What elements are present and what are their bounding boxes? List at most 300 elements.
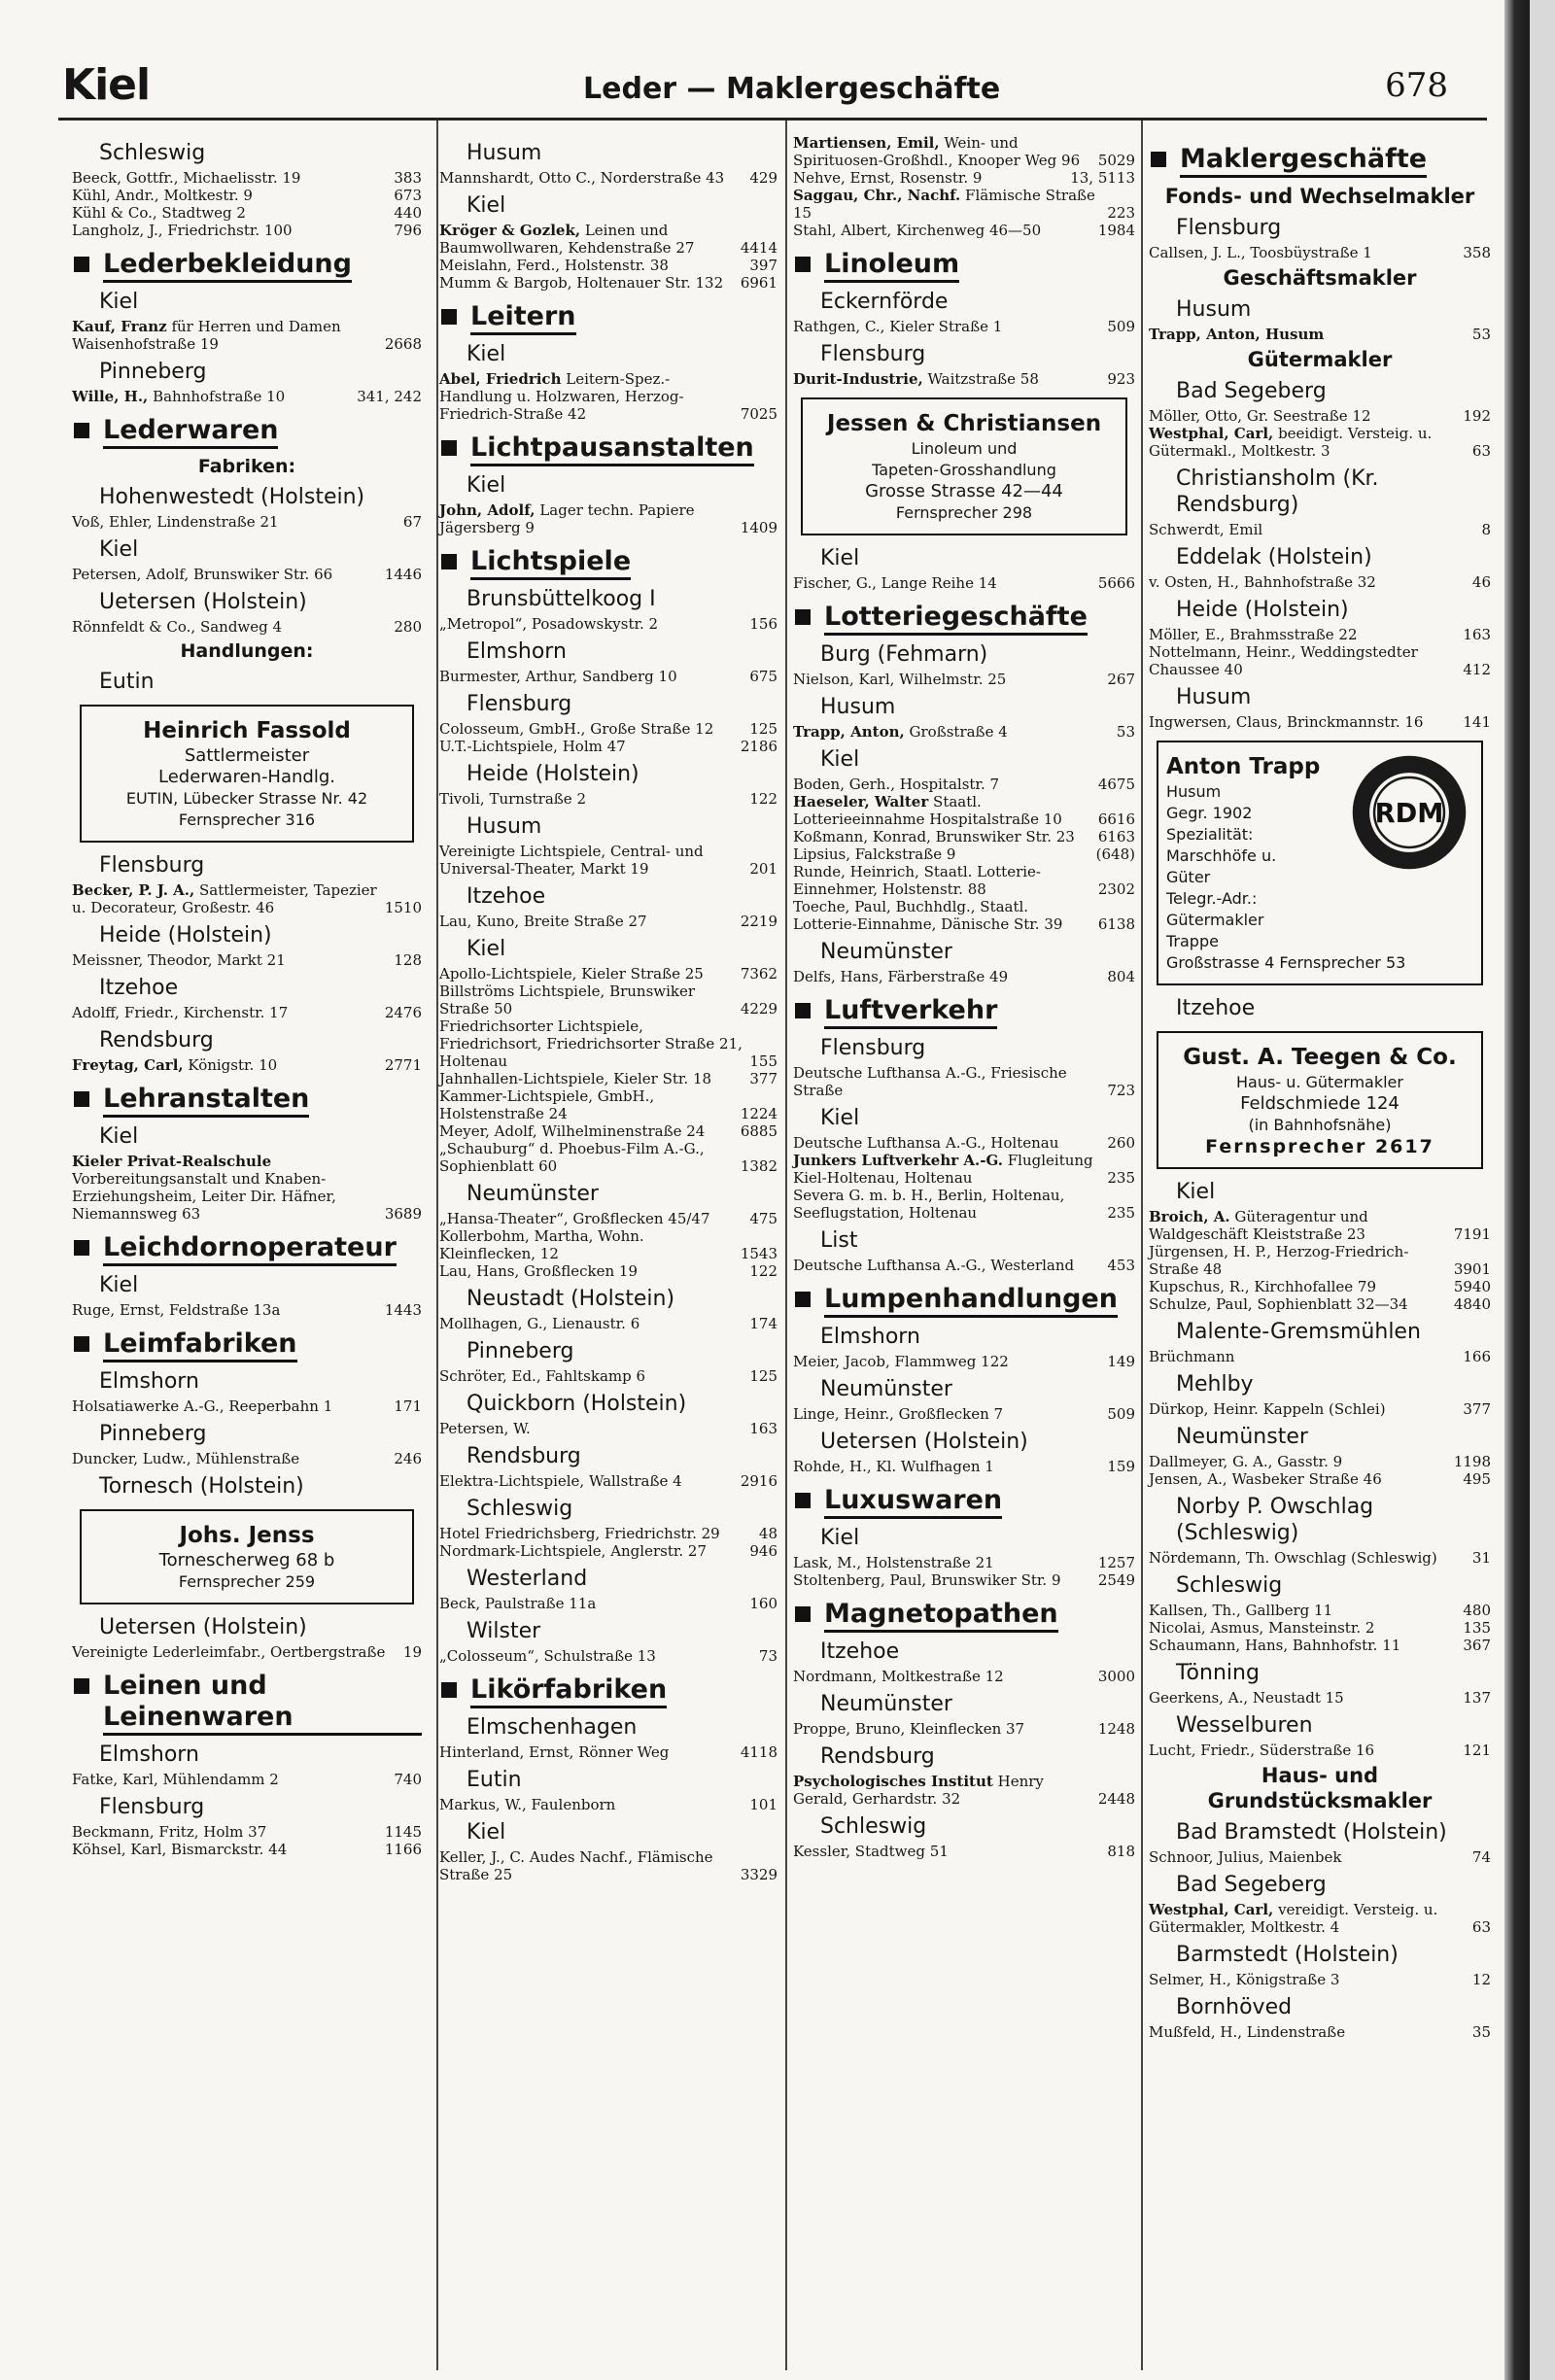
listing-entry	[439, 843, 778, 878]
entry-name	[439, 1595, 749, 1612]
entry-phone: 235	[1107, 1169, 1135, 1187]
entry-text: Duncker, Ludw., Mühlenstraße	[72, 1450, 300, 1467]
entry-name	[72, 187, 394, 204]
listing-entry	[793, 898, 1135, 933]
entry-phone: 163	[749, 1420, 778, 1437]
entry-firm: Martiensen, Emil,	[793, 134, 940, 152]
entry-text: Nottelmann, Heinr., Weddingstedter Chaussee 40	[1149, 643, 1418, 678]
entry-name	[72, 1397, 394, 1415]
entry-name	[793, 169, 1070, 187]
entry-name	[1149, 1689, 1463, 1707]
city-heading: Itzehoe	[99, 976, 179, 1000]
entry-text: v. Osten, H., Bahnhofstraße 32	[1149, 573, 1376, 591]
listing-entry	[1149, 1848, 1491, 1866]
entry-text: Schulze, Paul, Sophienblatt 32—34	[1149, 1295, 1408, 1313]
entry-name	[72, 1771, 394, 1788]
section-heading	[793, 1599, 1135, 1633]
entry-firm: Psychologisches Institut	[793, 1773, 993, 1790]
ad-line: Heinrich Fassold	[143, 718, 351, 743]
listing-entry	[439, 1210, 778, 1227]
entry-name	[1149, 425, 1472, 460]
entry-phone: 358	[1463, 244, 1491, 261]
entry-firm: Westphal, Carl,	[1149, 1901, 1274, 1918]
entry-firm: Becker, P. J. A.,	[72, 881, 195, 899]
listing-entry	[793, 318, 1135, 335]
city-heading: Pinneberg	[99, 360, 207, 384]
entry-phone: 397	[749, 257, 778, 274]
entry-phone: 122	[749, 790, 778, 808]
entry-name	[1149, 626, 1463, 643]
entry-firm: Abel, Friedrich	[439, 370, 562, 388]
entry-text: Kühl, Andr., Moltkestr. 9	[72, 187, 253, 204]
section-heading	[793, 1284, 1135, 1318]
entry-name	[1149, 1602, 1463, 1619]
city-heading: Husum	[466, 814, 542, 839]
section-title: Luftverkehr	[824, 995, 997, 1029]
bullet-square-icon	[74, 1091, 89, 1107]
section-title: Lehranstalten	[103, 1084, 309, 1118]
entry-phone: 1446	[384, 566, 422, 583]
ad-line: Fernsprecher 298	[895, 503, 1033, 522]
entry-phone: 2916	[740, 1472, 778, 1490]
listing-entry	[1149, 1901, 1491, 1936]
listing-entry	[72, 169, 422, 187]
section-title: Maklergeschäfte	[1180, 144, 1427, 178]
entry-name	[439, 1227, 741, 1262]
city-heading: Neumünster	[1176, 1425, 1308, 1449]
entry-name	[72, 388, 357, 405]
entry-phone: 480	[1463, 1602, 1491, 1619]
entry-text: Ruge, Ernst, Feldstraße 13a	[72, 1301, 281, 1319]
entry-phone: 475	[749, 1210, 778, 1227]
listing-entry	[439, 1542, 778, 1560]
entry-name	[793, 1152, 1107, 1187]
entry-text: Nicolai, Asmus, Mansteinstr. 2	[1149, 1619, 1375, 1637]
entry-text: Meyer, Adolf, Wilhelminenstraße 24	[439, 1122, 706, 1140]
listing-entry	[793, 845, 1135, 863]
city-heading: Westerland	[466, 1567, 588, 1591]
listing-entry	[72, 1004, 422, 1021]
entry-text: Sattlermeister, Tapezier u. Decorateur, Großestr. 46	[72, 881, 377, 916]
listing-entry	[72, 951, 422, 969]
entry-name	[439, 1087, 741, 1122]
entry-firm: Haeseler, Walter	[793, 793, 929, 811]
listing-entry	[72, 881, 422, 916]
bullet-square-icon	[74, 423, 89, 438]
listing-entry	[1149, 1400, 1491, 1418]
entry-text: Mollhagen, G., Lienaustr. 6	[439, 1315, 640, 1332]
listing-entry	[1149, 407, 1491, 425]
entry-text: Fatke, Karl, Mühlendamm 2	[72, 1771, 279, 1788]
entry-name	[439, 790, 749, 808]
listing-entry	[1149, 1208, 1491, 1243]
entry-text: Rönnfeldt & Co., Sandweg 4	[72, 618, 283, 636]
listing-entry	[1149, 326, 1491, 343]
section-heading	[439, 432, 778, 466]
listing-entry	[72, 1450, 422, 1467]
entry-text: Mußfeld, H., Lindenstraße	[1149, 2023, 1346, 2041]
ad-line: Marschhöfe u.	[1166, 846, 1277, 865]
listing-entry	[793, 169, 1135, 187]
entry-phone: 125	[749, 1367, 778, 1385]
ad-line: (in Bahnhofsnähe)	[1248, 1116, 1392, 1134]
entry-text: Flämische Straße 15	[793, 187, 1095, 222]
entry-name	[1149, 1619, 1463, 1637]
entry-phone: 1984	[1097, 222, 1135, 239]
listing-entry	[793, 776, 1135, 793]
entry-name	[793, 574, 1098, 592]
listing-entry	[1149, 1295, 1491, 1313]
listing-entry	[72, 204, 422, 222]
entry-phone: 163	[1463, 626, 1491, 643]
entry-phone: 1443	[384, 1301, 422, 1319]
entry-text: Runde, Heinrich, Staatl. Lotterie-Einnehmer, Holstenstr. 88	[793, 863, 1041, 898]
entry-text: Schaumann, Hans, Bahnhofstr. 11	[1149, 1637, 1401, 1654]
advertisement-box	[1157, 741, 1483, 985]
listing-entry	[1149, 1619, 1491, 1637]
listing-entry	[793, 1773, 1135, 1808]
entry-name	[793, 1668, 1098, 1685]
entry-text: Ingwersen, Claus, Brinckmannstr. 16	[1149, 713, 1424, 731]
entry-phone: 63	[1471, 442, 1491, 460]
city-heading: Bad Bramstedt (Holstein)	[1176, 1820, 1447, 1845]
entry-phone: 122	[749, 1262, 778, 1280]
entry-text: Kühl & Co., Stadtweg 2	[72, 204, 246, 222]
entry-name	[793, 723, 1117, 741]
entry-name	[439, 169, 749, 187]
entry-phone: 2186	[740, 738, 778, 755]
column-3	[793, 134, 1135, 1860]
city-heading: Christiansholm (Kr. Rendsburg)	[1176, 466, 1379, 517]
city-heading: Wilster	[466, 1619, 541, 1643]
ad-line: Linoleum und	[911, 439, 1018, 458]
entry-text: Dallmeyer, G. A., Gasstr. 9	[1149, 1453, 1343, 1470]
page-header	[58, 60, 1487, 115]
entry-name	[1149, 1637, 1463, 1654]
section-heading	[72, 1328, 422, 1362]
entry-name	[793, 318, 1107, 335]
entry-name	[1149, 1278, 1454, 1295]
entry-firm: Broich, A.	[1149, 1208, 1230, 1225]
entry-phone: 246	[394, 1450, 422, 1467]
listing-entry	[1149, 1348, 1491, 1365]
entry-name	[793, 1571, 1098, 1589]
entry-name	[793, 968, 1107, 985]
listing-entry	[72, 1301, 422, 1319]
city-heading: List	[820, 1228, 858, 1253]
entry-name	[1149, 573, 1472, 591]
section-heading	[793, 1485, 1135, 1519]
entry-text: Kammer-Lichtspiele, GmbH., Holstenstraße 24	[439, 1087, 655, 1122]
city-heading: Itzehoe	[1176, 996, 1256, 1020]
listing-entry	[439, 1525, 778, 1542]
entry-phone: 1382	[740, 1157, 778, 1175]
city-heading: Hohenwestedt (Holstein)	[99, 485, 365, 509]
entry-text: Rohde, H., Kl. Wulfhagen 1	[793, 1458, 994, 1475]
entry-firm: Trapp, Anton, Husum	[1149, 326, 1325, 343]
bullet-square-icon	[795, 257, 811, 272]
city-heading: Brunsbüttelkoog I	[466, 587, 656, 611]
city-heading: Flensburg	[820, 1036, 926, 1060]
entry-text: vereidigt. Versteig. u. Gütermakler, Moltkestr. 4	[1149, 1901, 1438, 1936]
entry-phone: 137	[1463, 1689, 1491, 1707]
listing-entry	[439, 1595, 778, 1612]
listing-entry	[793, 1257, 1135, 1274]
entry-name	[1149, 1400, 1463, 1418]
entry-name	[72, 169, 394, 187]
listing-entry	[72, 1397, 422, 1415]
entry-name	[1149, 326, 1472, 343]
entry-phone: 2476	[384, 1004, 422, 1021]
city-heading: Kiel	[99, 537, 139, 562]
entry-name	[439, 1647, 759, 1665]
advertisement-box	[80, 705, 414, 843]
city-heading: Elmshorn	[99, 1742, 199, 1767]
listing-entry	[439, 965, 778, 983]
entry-text: Stahl, Albert, Kirchenweg 46—50	[793, 222, 1042, 239]
listing-entry	[793, 1353, 1135, 1370]
entry-phone: 128	[394, 951, 422, 969]
city-heading: Neumünster	[820, 1377, 952, 1401]
listing-entry	[793, 1843, 1135, 1860]
column-2	[439, 134, 778, 1883]
entry-text: Meislahn, Ferd., Holstenstr. 38	[439, 257, 669, 274]
city-heading: Kiel	[466, 342, 506, 366]
entry-text: Toeche, Paul, Buchhdlg., Staatl. Lotterie-Einnahme, Dänische Str. 39	[793, 898, 1063, 933]
entry-name	[72, 881, 385, 916]
entry-phone: 429	[749, 169, 778, 187]
section-title: Luxuswaren	[824, 1485, 1002, 1519]
entry-name	[439, 738, 741, 755]
entry-phone: 46	[1471, 573, 1491, 591]
entry-phone: 377	[749, 1070, 778, 1087]
rdm-seal-icon	[1349, 752, 1469, 873]
city-heading: Kiel	[1176, 1180, 1216, 1204]
entry-text: Vereinigte Lichtspiele, Central- und Universal-Theater, Markt 19	[439, 843, 704, 878]
entry-text: Deutsche Lufthansa A.-G., Holtenau	[793, 1134, 1059, 1152]
listing-entry	[72, 1056, 422, 1074]
entry-text: Colosseum, GmbH., Große Straße 12	[439, 720, 714, 738]
listing-entry	[793, 1187, 1135, 1222]
bullet-square-icon	[1151, 152, 1166, 167]
city-heading: Kiel	[466, 473, 506, 498]
entry-name	[1149, 1549, 1472, 1567]
entry-phone: 7362	[740, 965, 778, 983]
city-heading: Heide (Holstein)	[1176, 598, 1349, 622]
listing-entry	[72, 513, 422, 531]
header-rule	[58, 118, 1487, 121]
entry-name	[793, 370, 1107, 388]
entry-phone: 53	[1116, 723, 1135, 741]
ad-line: Husum	[1166, 782, 1222, 801]
section-title: Leinen und Leinenwaren	[103, 1671, 422, 1736]
entry-phone: 101	[749, 1796, 778, 1813]
entry-text: Kollerbohm, Martha, Wohn. Kleinflecken, 12	[439, 1227, 644, 1262]
city-heading: Elmshorn	[466, 639, 567, 664]
subheading: Handlungen:	[180, 640, 314, 662]
entry-name	[1149, 1295, 1454, 1313]
entry-name	[1149, 1470, 1463, 1488]
entry-firm: Wille, H.,	[72, 388, 149, 405]
entry-text: Langholz, J., Friedrichstr. 100	[72, 222, 293, 239]
entry-phone: 5940	[1453, 1278, 1491, 1295]
entry-text: Jahnhallen-Lichtspiele, Kieler Str. 18	[439, 1070, 712, 1087]
entry-text: Elektra-Lichtspiele, Wallstraße 4	[439, 1472, 682, 1490]
entry-name	[439, 720, 749, 738]
advertisement-box	[1157, 1031, 1483, 1169]
entry-text: Linge, Heinr., Großflecken 7	[793, 1405, 1004, 1423]
entry-phone: 8	[1481, 521, 1491, 538]
entry-name	[72, 566, 385, 583]
city-heading: Schleswig	[99, 141, 206, 165]
entry-text: Schnoor, Julius, Maienbek	[1149, 1848, 1342, 1866]
city-heading: Kiel	[820, 1106, 860, 1130]
city-heading: Husum	[466, 141, 542, 165]
listing-entry	[439, 720, 778, 738]
ad-line: Telegr.-Adr.:	[1166, 889, 1258, 908]
entry-phone: 7191	[1453, 1225, 1491, 1243]
listing-entry	[1149, 626, 1491, 643]
entry-name	[1149, 1453, 1454, 1470]
entry-phone: 673	[394, 187, 422, 204]
listing-entry	[439, 1420, 778, 1437]
entry-phone: 267	[1107, 671, 1135, 688]
ad-line: Gegr. 1902	[1166, 804, 1253, 822]
entry-phone: 367	[1463, 1637, 1491, 1654]
entry-name	[793, 1554, 1098, 1571]
entry-phone: 723	[1107, 1082, 1135, 1099]
entry-text: Beckmann, Fritz, Holm 37	[72, 1823, 267, 1841]
seal-label: RDM	[1374, 798, 1444, 829]
section-heading	[439, 1674, 778, 1708]
entry-text: Petersen, Adolf, Brunswiker Str. 66	[72, 566, 333, 583]
entry-text: Mumm & Bargob, Holtenauer Str. 132	[439, 274, 724, 292]
entry-text: Petersen, W.	[439, 1420, 531, 1437]
entry-text: Markus, W., Faulenborn	[439, 1796, 616, 1813]
entry-text: Kupschus, R., Kirchhofallee 79	[1149, 1278, 1377, 1295]
listing-entry	[72, 566, 422, 583]
entry-name	[793, 1720, 1098, 1738]
entry-phone: 7025	[740, 405, 778, 423]
entry-name	[439, 983, 741, 1018]
listing-entry	[439, 615, 778, 633]
listing-entry	[793, 1064, 1135, 1099]
listing-entry	[793, 1720, 1135, 1738]
entry-name	[439, 1420, 749, 1437]
entry-phone: 1543	[740, 1245, 778, 1262]
entry-phone: 2549	[1097, 1571, 1135, 1589]
city-heading: Bornhöved	[1176, 1995, 1293, 2019]
listing-entry	[1149, 1742, 1491, 1759]
entry-phone: 383	[394, 169, 422, 187]
ad-line: Gütermakler	[1166, 911, 1264, 929]
city-heading: Neumünster	[820, 940, 952, 964]
entry-phone: 280	[394, 618, 422, 636]
listing-entry	[1149, 425, 1491, 460]
entry-phone: 31	[1471, 1549, 1491, 1567]
entry-text: Hotel Friedrichsberg, Friedrichstr. 29	[439, 1525, 720, 1542]
entry-name	[793, 1353, 1107, 1370]
entry-text: Holsatiawerke A.-G., Reeperbahn 1	[72, 1397, 333, 1415]
bullet-square-icon	[441, 440, 457, 456]
section-title: Leimfabriken	[103, 1328, 297, 1362]
entry-name	[439, 222, 741, 257]
listing-entry	[793, 574, 1135, 592]
entry-text: Geerkens, A., Neustadt 15	[1149, 1689, 1344, 1707]
entry-text: Staatl. Lotterieeinnahme Hospitalstraße 10	[793, 793, 1062, 828]
city-heading: Eddelak (Holstein)	[1176, 545, 1372, 569]
entry-text: Friedrichsorter Lichtspiele, Friedrichsort, Friedrichsorter Straße 21, Holtenau	[439, 1018, 743, 1070]
section-heading	[439, 546, 778, 580]
entry-text: Leinen und Baumwollwaren, Kehdenstraße 27	[439, 222, 695, 257]
entry-text: Jürgensen, H. P., Herzog-Friedrich-Straße 48	[1149, 1243, 1409, 1278]
entry-phone: 125	[749, 720, 778, 738]
entry-text: „Schauburg“ d. Phoebus-Film A.-G., Sophienblatt 60	[439, 1140, 705, 1175]
entry-name	[793, 187, 1107, 222]
ad-line: Gust. A. Teegen & Co.	[1183, 1045, 1457, 1070]
listing-entry	[793, 723, 1135, 741]
entry-text: Leitern-Spez.-Handlung u. Holzwaren, Herzog-Friedrich-Straße 42	[439, 370, 684, 423]
section-title: Leitern	[470, 301, 576, 335]
entry-text: Lager techn. Papiere Jägersberg 9	[439, 501, 695, 536]
city-heading: Malente-Gremsmühlen	[1176, 1320, 1421, 1344]
entry-phone: 4675	[1097, 776, 1135, 793]
entry-phone: (648)	[1095, 845, 1135, 863]
entry-name	[439, 1210, 749, 1227]
listing-entry	[439, 1472, 778, 1490]
city-heading: Kiel	[99, 290, 139, 314]
entry-phone: 1224	[740, 1105, 778, 1122]
entry-text: Kallsen, Th., Gallberg 11	[1149, 1602, 1333, 1619]
entry-name	[793, 845, 1096, 863]
ad-line: Sattlermeister	[184, 745, 310, 766]
ad-line: Trappe	[1166, 932, 1219, 950]
city-heading: Flensburg	[466, 692, 572, 716]
listing-entry	[1149, 643, 1491, 678]
city-heading: Kiel	[820, 546, 860, 570]
entry-text: Severa G. m. b. H., Berlin, Holtenau, Seeflugstation, Holtenau	[793, 1187, 1065, 1222]
city-heading: Itzehoe	[466, 884, 546, 909]
city-heading: Wesselburen	[1176, 1713, 1313, 1738]
entry-text: Bahnhofstraße 10	[153, 388, 286, 405]
entry-phone: 160	[749, 1595, 778, 1612]
column-divider	[1141, 121, 1143, 2370]
entry-text: Nordmark-Lichtspiele, Anglerstr. 27	[439, 1542, 708, 1560]
entry-firm: Junkers Luftverkehr A.-G.	[793, 1152, 1003, 1169]
entry-name	[72, 318, 385, 353]
entry-phone: 48	[758, 1525, 778, 1542]
entry-phone: 509	[1107, 318, 1135, 335]
advertisement-box	[80, 1509, 414, 1604]
entry-name	[439, 1262, 749, 1280]
ad-line: Johs. Jenss	[179, 1523, 315, 1548]
entry-name	[793, 1134, 1107, 1152]
entry-name	[72, 1004, 385, 1021]
entry-phone: 5666	[1097, 574, 1135, 592]
listing-entry	[72, 187, 422, 204]
entry-phone: 495	[1463, 1470, 1491, 1488]
listing-entry	[439, 913, 778, 930]
listing-entry	[72, 222, 422, 239]
bullet-square-icon	[441, 554, 457, 569]
header-city: Kiel	[62, 60, 151, 110]
entry-phone: 3329	[740, 1866, 778, 1883]
entry-firm: Durit-Industrie,	[793, 370, 923, 388]
entry-firm: Westphal, Carl,	[1149, 425, 1274, 442]
entry-text: Dürkop, Heinr. Kappeln (Schlei)	[1149, 1400, 1386, 1418]
listing-entry	[1149, 2023, 1491, 2041]
entry-text: Henry Gerald, Gerhardstr. 32	[793, 1773, 1044, 1808]
